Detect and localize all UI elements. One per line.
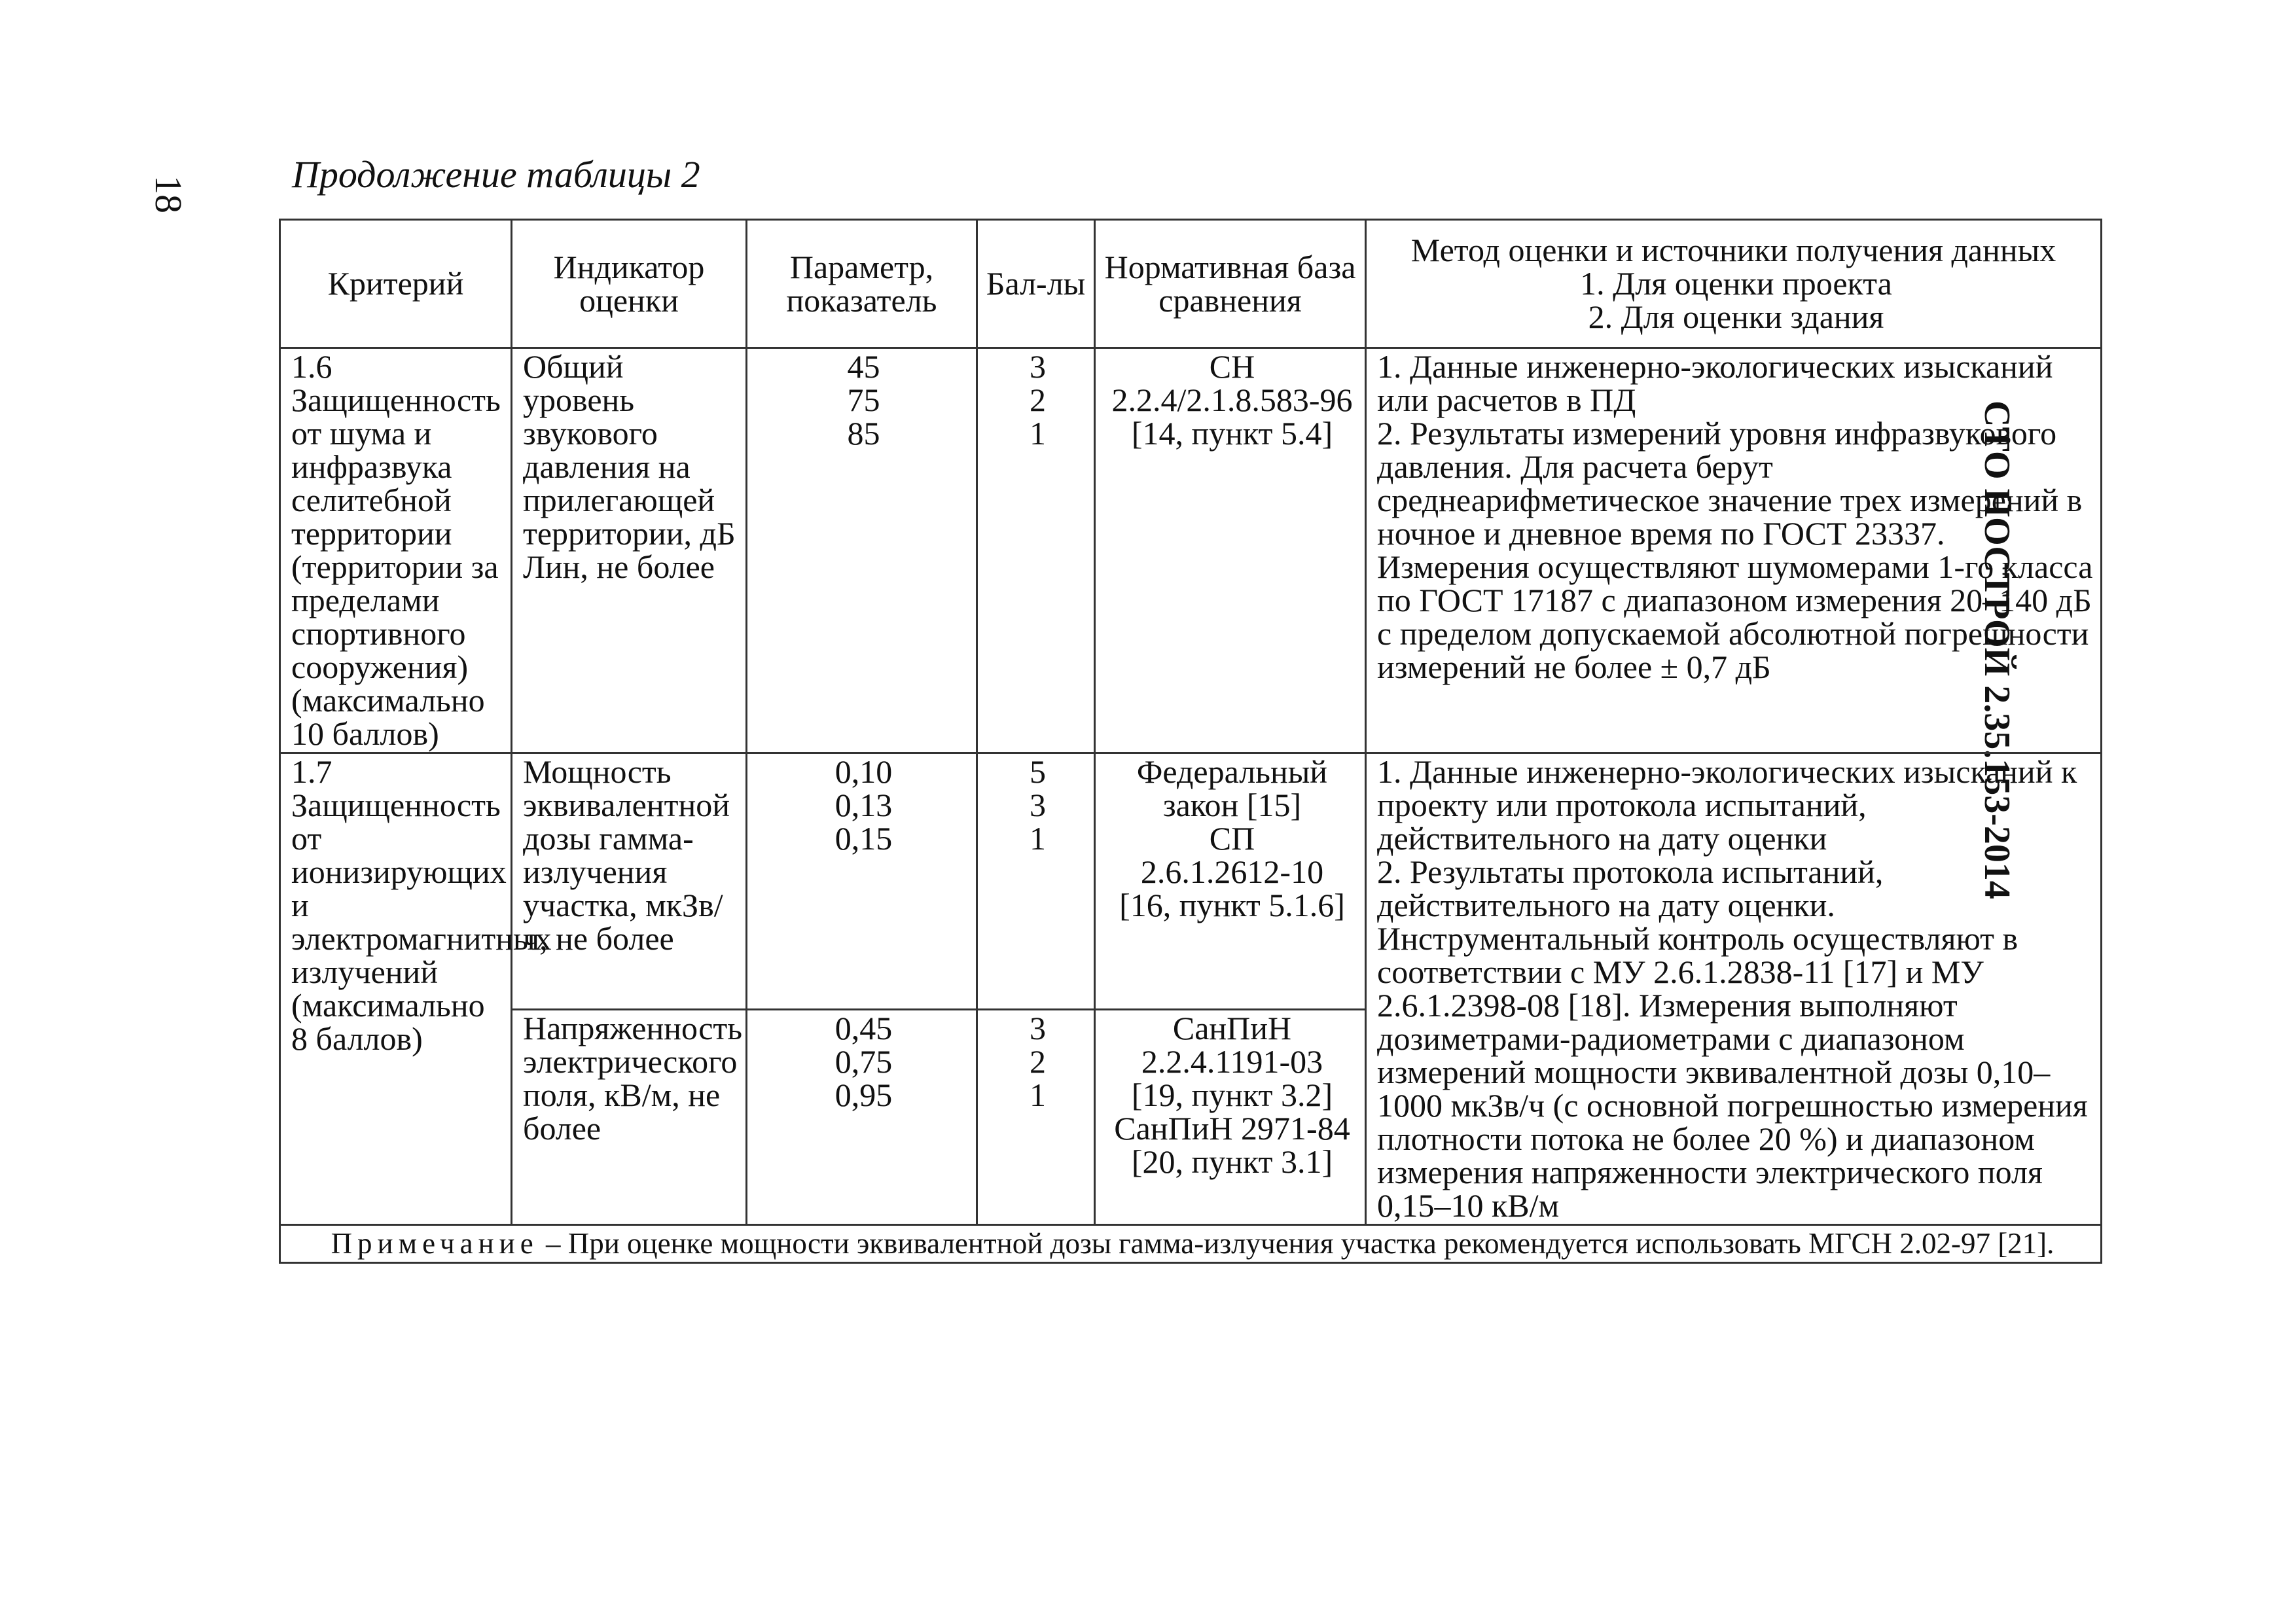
points-value: 2 xyxy=(1030,1043,1046,1080)
parameter-value: 75 xyxy=(847,382,880,418)
header-norm-base: Нормативная база сравнения xyxy=(1095,220,1366,348)
norm-base-line: 2.6.1.2612-10 xyxy=(1140,853,1324,890)
points-cell xyxy=(977,753,1095,1010)
note-text: – При оценке мощности эквивалентной дозы гамма-излучения участка рекомендуется использовать МГСН 2.02-97 [21]. xyxy=(538,1227,2054,1260)
points-value: 3 xyxy=(1030,1010,1046,1047)
method-line: Измерения осуществляют шумомерами 1-го класса по ГОСТ 17187 с диапазоном измерения 20–140 дБ с пределом допускаемой абсолютной погрешности измерений не более ± 0,7 дБ xyxy=(1377,548,2093,685)
parameter-cell xyxy=(747,348,977,753)
norm-base-line: 2.2.4/2.1.8.583-96 xyxy=(1111,382,1353,418)
header-method-item-1: 1. Для оценки проекта xyxy=(1580,265,1892,302)
parameter-value: 45 xyxy=(847,348,880,385)
points-cell xyxy=(977,348,1095,753)
method-line: 1. Данные инженерно-экологических изысканий или расчетов в ПД xyxy=(1377,348,2053,418)
note-cell xyxy=(280,1225,2102,1263)
header-method-item-2: 2. Для оценки здания xyxy=(1588,298,1884,335)
header-criterion: Критерий xyxy=(280,220,512,348)
header-parameter: Параметр, показатель xyxy=(747,220,977,348)
table-header-row xyxy=(280,220,2102,348)
norm-base-cell xyxy=(1095,1010,1366,1225)
points-value: 1 xyxy=(1030,415,1046,452)
parameter-value: 0,45 xyxy=(834,1010,893,1047)
parameter-value: 0,15 xyxy=(834,820,893,857)
norm-base-line: [14, пункт 5.4] xyxy=(1131,415,1333,452)
method-line: 2. Результаты измерений уровня инфразвукового давления. Для расчета берут среднеарифметическое значение трех измерений в ночное и дневное время по ГОСТ 23337. xyxy=(1377,415,2083,552)
header-indicator: Индикатор оценки xyxy=(512,220,747,348)
norm-base-line: СанПиН 2971-84 xyxy=(1114,1110,1350,1147)
header-method-title: Метод оценки и источники получения данных xyxy=(1410,232,2056,268)
norm-base-line: СанПиН xyxy=(1172,1010,1292,1047)
page-number: 18 xyxy=(147,175,190,213)
criteria-table xyxy=(279,219,2102,1264)
method-line: 1. Данные инженерно-экологических изысканий к проекту или протокола испытаний, действительного на дату оценки xyxy=(1377,753,2077,857)
norm-base-line: [16, пункт 5.1.6] xyxy=(1119,887,1345,923)
points-value: 3 xyxy=(1030,348,1046,385)
document-code: СТО НОСТРОЙ 2.35.153-2014 xyxy=(1977,401,2017,899)
criterion-cell: 1.7 Защищенность от ионизирующих и электромагнитных излучений (максимально 8 баллов) xyxy=(280,753,512,1225)
norm-base-line: СП xyxy=(1209,820,1255,857)
method-cell xyxy=(1366,348,2102,753)
parameter-value: 0,10 xyxy=(834,753,893,790)
points-value: 1 xyxy=(1030,1077,1046,1114)
header-method xyxy=(1366,220,2102,348)
norm-base-cell xyxy=(1095,753,1366,1010)
norm-base-line: [19, пункт 3.2] xyxy=(1131,1077,1333,1114)
table-caption: Продолжение таблицы 2 xyxy=(292,153,700,196)
norm-base-cell xyxy=(1095,348,1366,753)
points-value: 2 xyxy=(1030,382,1046,418)
parameter-value: 0,13 xyxy=(834,787,893,823)
parameter-value: 0,75 xyxy=(834,1043,893,1080)
points-value: 5 xyxy=(1030,753,1046,790)
table-row xyxy=(280,753,2102,1010)
method-cell xyxy=(1366,753,2102,1225)
points-value: 3 xyxy=(1030,787,1046,823)
points-cell xyxy=(977,1010,1095,1225)
note-label: Примечание xyxy=(331,1227,539,1260)
parameter-value: 0,95 xyxy=(834,1077,893,1114)
norm-base-line: 2.2.4.1191-03 xyxy=(1141,1043,1323,1080)
indicator-cell: Напряженность электрического поля, кВ/м, не более xyxy=(512,1010,747,1225)
norm-base-line: СН xyxy=(1209,348,1255,385)
indicator-cell: Общий уровень звукового давления на прилегающей территории, дБ Лин, не более xyxy=(512,348,747,753)
criterion-cell: 1.6 Защищенность от шума и инфразвука селитебной территории (территории за пределами спортивного сооружения) (максимально 10 баллов) xyxy=(280,348,512,753)
norm-base-line: [20, пункт 3.1] xyxy=(1131,1143,1333,1181)
norm-base-line: Федеральный xyxy=(1136,753,1328,790)
points-value: 1 xyxy=(1030,820,1046,857)
note-row xyxy=(280,1225,2102,1263)
parameter-cell xyxy=(747,753,977,1010)
method-line: 2. Результаты протокола испытаний, действительного на дату оценки. Инструментальный контроль осуществляют в соответствии с МУ 2.6.1.2838-11 [17] и МУ 2.6.1.2398-08 [18]. Измерения выполняют дозиметрами-радиометрами с диапазоном измерений мощности эквивалентной дозы 0,10–1000 мкЗв/ч (с основной погрешностью измерения плотности потока не более 20 %) и диапазоном измерения напряженности электрического поля 0,15–10 кВ/м xyxy=(1377,853,2088,1224)
parameter-value: 85 xyxy=(847,415,880,452)
parameter-cell xyxy=(747,1010,977,1225)
header-points: Бал-лы xyxy=(977,220,1095,348)
table-row xyxy=(280,348,2102,753)
indicator-cell: Мощность эквивалентной дозы гамма-излучения участка, мкЗв/ч, не более xyxy=(512,753,747,1010)
norm-base-line: закон [15] xyxy=(1162,787,1302,823)
